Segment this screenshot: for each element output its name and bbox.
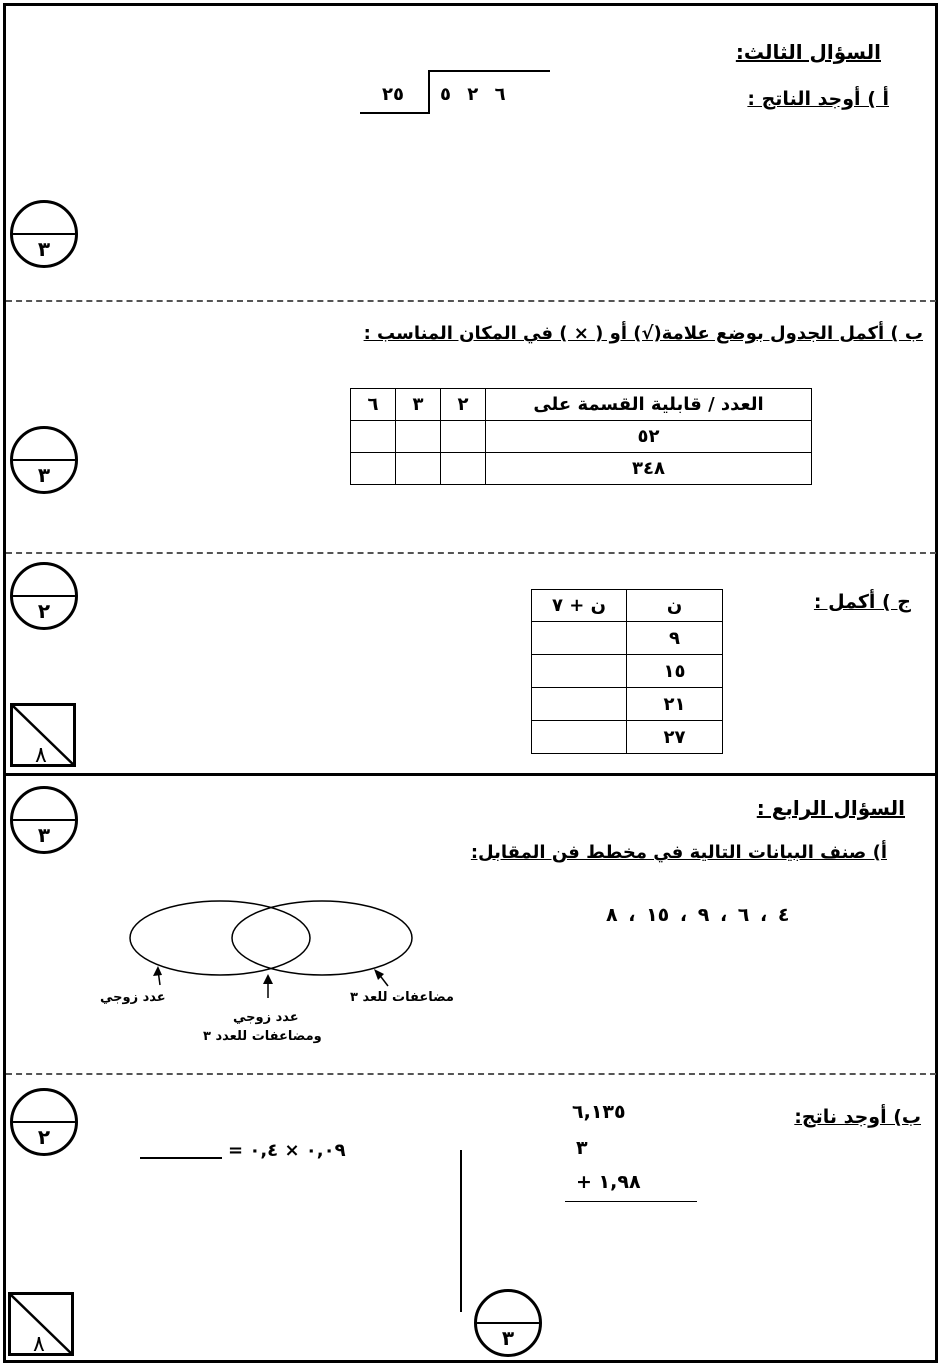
score-circle-q3b: ٣: [10, 426, 78, 494]
answer-cell[interactable]: [532, 622, 627, 655]
table-header: ٣: [396, 389, 441, 421]
q3-c-label: ج ) أكمل :: [813, 591, 911, 613]
addend-1: ٦,١٣٥: [572, 1101, 626, 1123]
divisibility-table: [350, 388, 812, 485]
venn-middle-label-1: عدد زوجي: [233, 1010, 299, 1025]
table-header: ٦: [351, 389, 396, 421]
score-circle-q4a: ٣: [10, 786, 78, 854]
answer-cell[interactable]: [532, 655, 627, 688]
q3-b-label: ب ) أكمل الجدول بوضع علامة(√) أو ( × ) في المكان المناسب :: [363, 323, 923, 344]
answer-cell[interactable]: [441, 421, 486, 453]
table-row-number: ١٥: [627, 655, 723, 688]
table-header: العدد / قابلية القسمة على: [486, 389, 812, 421]
score-circle-q3a: ٣: [10, 200, 78, 268]
table-header: ن + ٧: [532, 590, 627, 622]
answer-cell[interactable]: [351, 421, 396, 453]
total-score-box-q4: ٨: [8, 1292, 74, 1356]
table-row-number: ٩: [627, 622, 723, 655]
q4-a-label: أ) صنف البيانات التالية في مخطط فن المقابل:: [470, 842, 887, 863]
venn-middle-label-2: ومضاعفات للعدد ٣: [203, 1029, 322, 1044]
venn-left-label: عدد زوجي: [100, 990, 166, 1005]
q4-b-label: ب) أوجد ناتج:: [794, 1106, 921, 1128]
function-table: [531, 589, 723, 754]
total-score-box-q3: ٨: [10, 703, 76, 767]
score-circle-q4b-right: ٣: [474, 1289, 542, 1357]
table-row-number: ٢١: [627, 688, 723, 721]
table-header: ٢: [441, 389, 486, 421]
worksheet-page: [3, 3, 938, 1363]
dividend: ٦ ٢ ٥: [440, 84, 506, 105]
table-header: ن: [627, 590, 723, 622]
answer-cell[interactable]: [396, 453, 441, 485]
score-circle-q3c: ٢: [10, 562, 78, 630]
column-divider: [460, 1150, 462, 1312]
addend-3: ١,٩٨ +: [576, 1171, 641, 1193]
score-circle-q4b-left: ٢: [10, 1088, 78, 1156]
multiplication-expression: ٠,٠٩ × ٠,٤ =: [228, 1140, 346, 1161]
q4-title: السؤال الرابع :: [756, 796, 905, 820]
answer-cell[interactable]: [351, 453, 396, 485]
venn-right-label: مضاعفات للعد ٣: [350, 990, 454, 1005]
divisor: ٢٥: [382, 84, 404, 105]
venn-set-multiples-of-3: [232, 901, 412, 975]
answer-cell[interactable]: [532, 721, 627, 754]
table-row-number: ٥٢: [486, 421, 812, 453]
data-set: ٤ ، ٦ ، ٩ ، ١٥ ، ٨: [606, 904, 790, 926]
answer-cell[interactable]: [532, 688, 627, 721]
q3-title: السؤال الثالث:: [735, 40, 881, 64]
answer-cell[interactable]: [441, 453, 486, 485]
table-row-number: ٣٤٨: [486, 453, 812, 485]
answer-blank[interactable]: [140, 1157, 222, 1159]
answer-cell[interactable]: [396, 421, 441, 453]
table-row-number: ٢٧: [627, 721, 723, 754]
q3-a-label: أ ) أوجد الناتج :: [747, 88, 889, 110]
venn-set-even: [130, 901, 310, 975]
addend-2: ٣: [576, 1137, 588, 1159]
